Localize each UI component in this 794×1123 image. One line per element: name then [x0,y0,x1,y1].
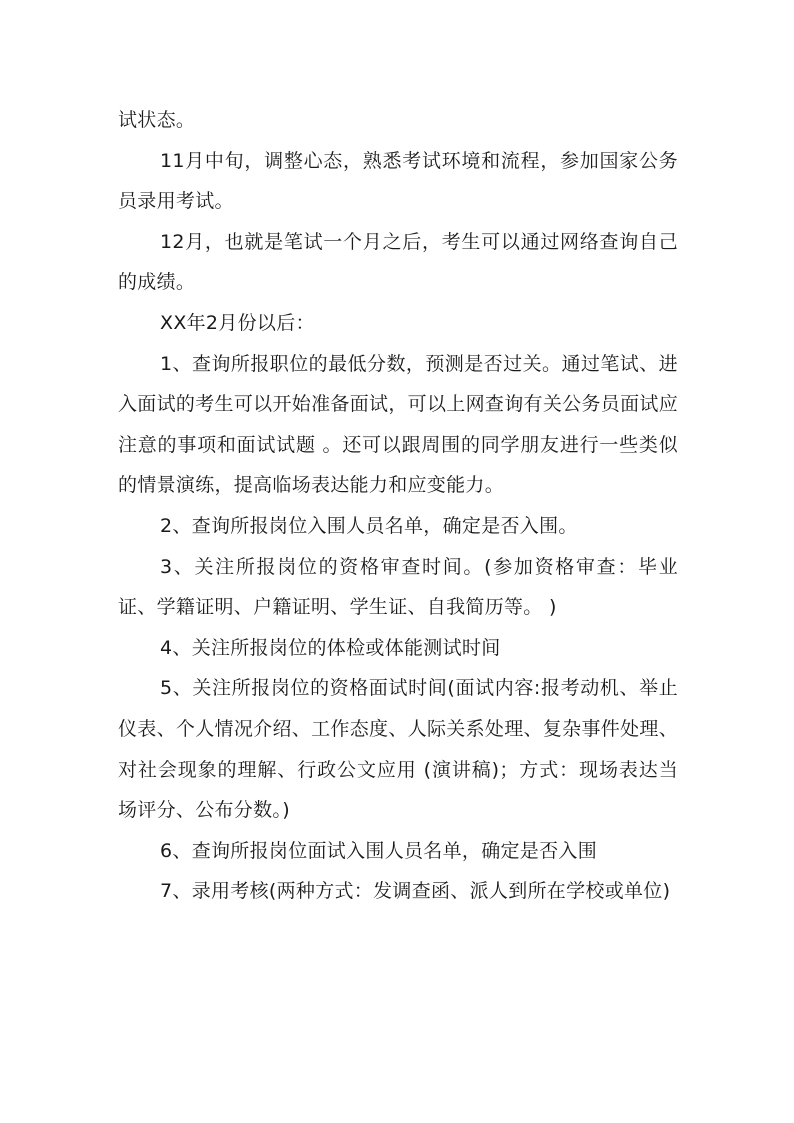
paragraph-5: 1、查询所报职位的最低分数，预测是否过关。通过笔试、进入面试的考生可以开始准备面试，可以上网查询有关公务员面试应注意的事项和面试试题 。还可以跟周围的同学朋友进行一些类似的情景演练，提高临场表达能力和应变能力。 [118,352,678,497]
body-text [118,100,678,912]
paragraph-9: 5、关注所报岗位的资格面试时间(面试内容:报考动机、举止仪表、个人情况介绍、工作态度、人际关系处理、复杂事件处理、对社会现象的理解、行政公文应用 (演讲稿)；方式：现场表达当场评分、公布分数。) [118,677,678,822]
paragraph-1: 试状态。 [118,109,196,131]
paragraph-10: 6、查询所报岗位面试入围人员名单，确定是否入围 [160,839,597,862]
paragraph-3: 12月，也就是笔试一个月之后，考生可以通过网络查询自己的成绩。 [118,230,678,294]
paragraph-11: 7、录用考核(两种方式：发调查函、派人到所在学校或单位) [160,880,671,903]
paragraph-8: 4、关注所报岗位的体检或体能测试时间 [160,636,501,659]
paragraph-7: 3、关注所报岗位的资格审查时间。(参加资格审查：毕业证、学籍证明、户籍证明、学生证、自我简历等。 ) [118,555,678,619]
paragraph-2: 11月中旬，调整心态，熟悉考试环境和流程，参加国家公务员录用考试。 [118,149,678,213]
paragraph-6: 2、查询所报岗位入围人员名单，确定是否入围。 [160,514,578,537]
paragraph-4: XX年2月份以后： [160,311,315,334]
